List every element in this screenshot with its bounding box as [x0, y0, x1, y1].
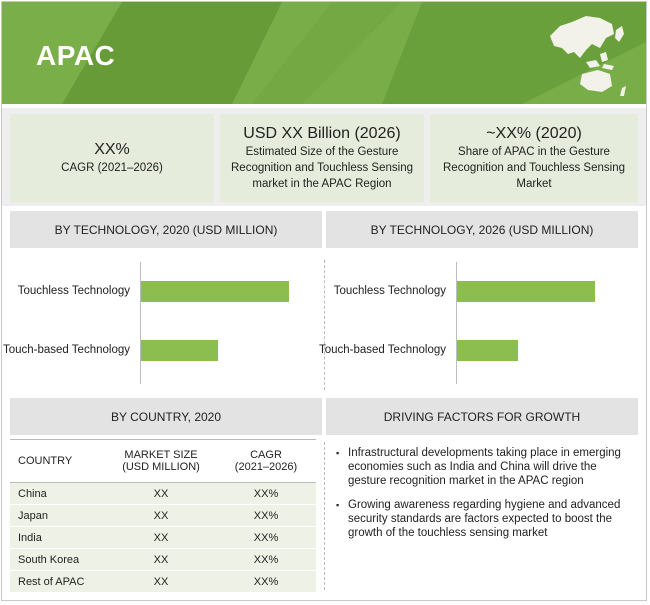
country-cell: China [18, 487, 47, 500]
cagr-cell: XX% [253, 487, 279, 500]
technology-2020-chart [2, 252, 322, 392]
country-cell: South Korea [18, 553, 80, 566]
category-label: Touchless Technology [333, 285, 446, 297]
bar-touchless-2020 [141, 281, 289, 302]
kpi-caption: CAGR (2021–2026) [61, 162, 163, 174]
column-header-country: COUNTRY [18, 455, 73, 467]
table-row [10, 483, 316, 505]
cagr-cell: XX% [253, 553, 279, 566]
cagr-cell: XX% [253, 531, 279, 544]
cagr-cell: XX% [253, 509, 279, 522]
kpi-caption: Share of APAC in the Gesture Recognition and Touchless Sensing Market [443, 146, 625, 190]
driving-factors-list [334, 446, 634, 550]
category-label: Touchless Technology [17, 285, 130, 297]
region-banner [2, 2, 646, 104]
column-header-cagr: CAGR (2021–2026) [234, 449, 298, 473]
chart-divider [324, 260, 325, 390]
bar-touch-based-2026 [457, 340, 518, 361]
factor-text: Infrastructural developments taking place in emerging economies such as India and China will drive the gesture recognition market in the APAC region [348, 447, 621, 487]
technology-2020-header: BY TECHNOLOGY, 2020 (USD MILLION) [10, 211, 322, 248]
kpi-value: USD XX Billion (2026) [243, 125, 401, 142]
bullet-icon: ▪ [336, 448, 340, 458]
bullet-icon: ▪ [336, 500, 340, 510]
kpi-caption: Estimated Size of the Gesture Recognition and Touchless Sensing market in the APAC Region [231, 146, 413, 190]
country-header: BY COUNTRY, 2020 [10, 398, 322, 435]
country-table [10, 439, 316, 593]
list-item [334, 446, 634, 488]
kpi-value: XX% [94, 141, 130, 158]
factor-text: Growing awareness regarding hygiene and advanced security standards are factors expected to boost the growth of the touchless sensing market [348, 499, 621, 539]
technology-2026-header: BY TECHNOLOGY, 2026 (USD MILLION) [326, 211, 638, 248]
kpi-cagr [10, 114, 214, 202]
technology-2026-chart [318, 252, 638, 392]
kpi-value: ~XX% (2020) [486, 125, 582, 142]
column-header-market-size: MARKET SIZE (USD MILLION) [122, 449, 200, 473]
market-size-cell: XX [153, 575, 169, 588]
country-cell: Rest of APAC [18, 575, 85, 588]
country-cell: India [18, 531, 42, 544]
table-header-row [10, 439, 316, 483]
infographic-frame [1, 1, 647, 601]
country-cell: Japan [18, 509, 48, 522]
bar-touchless-2026 [457, 281, 595, 302]
kpi-row [2, 108, 646, 206]
bar-touch-based-2020 [141, 340, 218, 361]
table-row [10, 505, 316, 527]
market-size-cell: XX [153, 509, 169, 522]
table-row [10, 571, 316, 593]
market-size-cell: XX [153, 531, 169, 544]
table-row [10, 549, 316, 571]
market-size-cell: XX [153, 487, 169, 500]
asia-pacific-map-icon [542, 8, 632, 100]
cagr-cell: XX% [253, 575, 279, 588]
table-row [10, 527, 316, 549]
section-divider [324, 442, 325, 590]
kpi-share [430, 114, 638, 202]
kpi-market-size [220, 114, 424, 202]
banner-title: APAC [36, 40, 116, 71]
market-size-cell: XX [153, 553, 169, 566]
list-item [334, 498, 634, 540]
driving-factors-header: DRIVING FACTORS FOR GROWTH [326, 398, 638, 435]
category-label: Touch-based Technology [318, 344, 446, 356]
category-label: Touch-based Technology [2, 344, 130, 356]
